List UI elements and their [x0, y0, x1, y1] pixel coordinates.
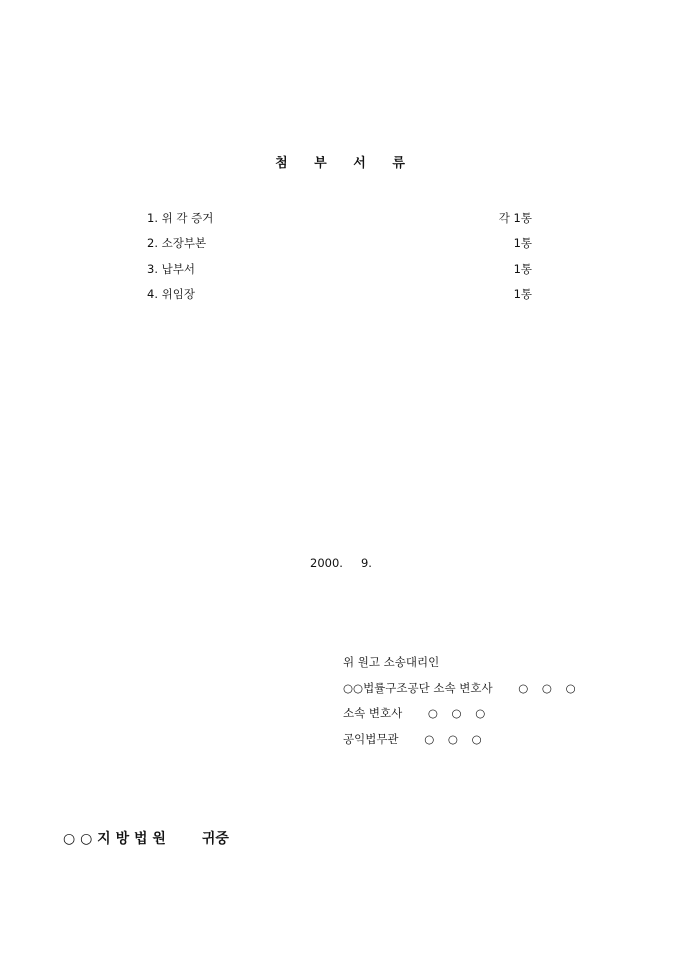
attachment-count: 1통: [513, 236, 532, 251]
signature-heading: 위 원고 소송대리인: [343, 655, 440, 669]
signature-line: [343, 703, 577, 729]
signature-line: [343, 652, 577, 678]
date-year: 2000.: [310, 556, 343, 570]
attachment-label: 4. 위임장: [147, 287, 195, 302]
court-addressee: [63, 828, 229, 848]
court-name: ○ ○ 지 방 법 원: [63, 831, 166, 847]
list-item: [147, 231, 532, 257]
date-month: 9.: [360, 556, 372, 570]
attachment-count: 1통: [513, 261, 532, 276]
list-item: [147, 282, 532, 308]
document-title: 첨 부 서 류: [275, 156, 405, 171]
signature-role: 소속 변호사: [343, 706, 403, 720]
list-item: [147, 205, 532, 231]
signature-role: 공익법무관: [343, 731, 399, 746]
attachment-label: 3. 납부서: [147, 261, 195, 276]
signature-org: ○○법률구조공단 소속 변호사: [343, 680, 493, 695]
court-suffix: 귀중: [201, 831, 229, 847]
document-date: [310, 556, 372, 570]
attachment-count: 1통: [513, 287, 532, 302]
signature-name: ○ ○ ○: [518, 680, 577, 695]
signature-name: ○ ○ ○: [424, 731, 483, 746]
attachment-list: [147, 205, 532, 307]
attachment-label: 2. 소장부본: [147, 236, 207, 251]
signature-name: ○ ○ ○: [427, 706, 487, 720]
list-item: [147, 256, 532, 282]
signature-line: [343, 729, 577, 755]
attachment-count: 각 1통: [498, 210, 532, 225]
attachment-label: 1. 위 각 증거: [147, 210, 214, 225]
signature-block: [343, 652, 577, 754]
signature-line: [343, 678, 577, 704]
